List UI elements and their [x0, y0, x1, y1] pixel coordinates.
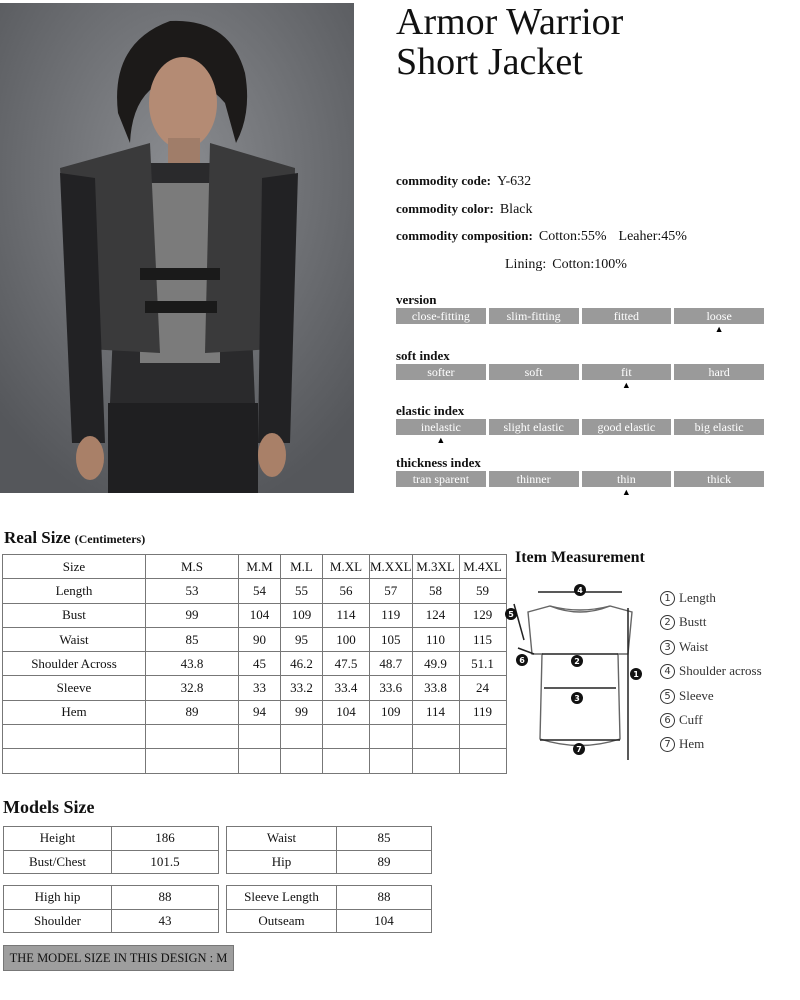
table-row — [227, 909, 432, 933]
scale-marks — [396, 380, 764, 390]
badge-2: 2 — [574, 657, 580, 666]
commodity-composition-label: commodity composition: — [396, 228, 533, 243]
legend-item — [660, 734, 762, 758]
shirt-outline — [528, 606, 632, 746]
commodity-code-row — [396, 173, 531, 190]
commodity-composition-row — [396, 228, 687, 245]
table-cell: 33.4 — [323, 676, 370, 700]
legend-label: Hem — [679, 736, 705, 752]
measure-value: 186 — [112, 827, 219, 851]
table-cell — [146, 749, 239, 773]
models-size-table-d — [226, 885, 432, 933]
table-cell: 124 — [412, 603, 459, 627]
commodity-code-value: Y-632 — [496, 174, 532, 189]
commodity-color-value: Black — [499, 202, 533, 217]
table-cell: 33 — [239, 676, 281, 700]
commodity-color-row — [396, 201, 533, 218]
title-line-1: Armor Warrior — [396, 1, 624, 43]
scale-option: soft — [489, 364, 579, 380]
table-cell: 33.2 — [281, 676, 323, 700]
table-cell: 33.6 — [370, 676, 413, 700]
composition-leather: Leaher:45% — [618, 229, 687, 244]
table-cell: 48.7 — [370, 652, 413, 676]
legend-number: 1 — [660, 591, 675, 606]
table-row — [3, 749, 507, 773]
scale-bar — [396, 419, 764, 435]
scale-1 — [396, 348, 764, 390]
table-cell: 85 — [146, 627, 239, 651]
scale-3 — [396, 455, 764, 497]
legend-label: Bustt — [679, 614, 707, 630]
product-photo — [0, 3, 354, 493]
legend-item — [660, 710, 762, 734]
measure-label: Height — [4, 827, 112, 851]
scale-option: fitted — [582, 308, 672, 324]
scale-option: close-fitting — [396, 308, 486, 324]
lining-label: Lining: — [505, 257, 547, 272]
real-size-heading: Real Size — [4, 528, 71, 547]
scale-option: thinner — [489, 471, 579, 487]
badge-4: 4 — [577, 586, 583, 595]
table-cell: 115 — [459, 627, 506, 651]
scale-option: thin — [582, 471, 672, 487]
measure-value: 43 — [112, 909, 219, 933]
scale-option: big elastic — [674, 419, 764, 435]
empty-marker — [396, 324, 486, 334]
table-cell: Sleeve — [3, 676, 146, 700]
empty-marker — [489, 380, 579, 390]
measure-label: Bust/Chest — [4, 850, 112, 874]
table-cell: 104 — [239, 603, 281, 627]
table-cell: 53 — [146, 579, 239, 603]
sleeve-arrow — [514, 604, 524, 640]
table-row — [227, 827, 432, 851]
table-cell — [370, 725, 413, 749]
composition-cotton: Cotton:55% — [538, 229, 607, 244]
table-cell: 46.2 — [281, 652, 323, 676]
table-cell: 89 — [146, 700, 239, 724]
scale-option: softer — [396, 364, 486, 380]
models-size-table-b — [226, 826, 432, 874]
table-cell: Waist — [3, 627, 146, 651]
lining-row — [505, 257, 627, 273]
legend-label: Cuff — [679, 711, 703, 727]
real-size-title — [4, 528, 145, 548]
measure-value: 89 — [337, 850, 432, 874]
measure-label: Outseam — [227, 909, 337, 933]
commodity-color-label: commodity color: — [396, 201, 494, 216]
scale-option: slight elastic — [489, 419, 579, 435]
real-size-table — [2, 554, 507, 774]
table-row — [3, 603, 507, 627]
table-cell: 119 — [370, 603, 413, 627]
table-cell: 104 — [323, 700, 370, 724]
model-size-note: THE MODEL SIZE IN THIS DESIGN : M — [3, 945, 234, 971]
table-cell: 114 — [323, 603, 370, 627]
table-row — [4, 909, 219, 933]
measure-label: Shoulder — [4, 909, 112, 933]
table-cell — [323, 725, 370, 749]
table-cell — [281, 725, 323, 749]
scale-option: good elastic — [582, 419, 672, 435]
table-cell — [412, 725, 459, 749]
table-cell — [323, 749, 370, 773]
table-row — [3, 676, 507, 700]
table-row — [3, 652, 507, 676]
legend-number: 5 — [660, 689, 675, 704]
table-cell — [146, 725, 239, 749]
scale-option: slim-fitting — [489, 308, 579, 324]
scale-option: loose — [674, 308, 764, 324]
table-cell: 32.8 — [146, 676, 239, 700]
table-cell: M.3XL — [412, 555, 459, 579]
table-cell: 119 — [459, 700, 506, 724]
measure-value: 88 — [337, 886, 432, 910]
table-cell: 51.1 — [459, 652, 506, 676]
measurement-legend — [660, 588, 762, 759]
empty-marker — [674, 487, 764, 497]
table-cell: Size — [3, 555, 146, 579]
scale-bar — [396, 308, 764, 324]
table-cell: Length — [3, 579, 146, 603]
badge-3: 3 — [574, 694, 580, 703]
measure-value: 104 — [337, 909, 432, 933]
table-cell: 94 — [239, 700, 281, 724]
scale-option: tran sparent — [396, 471, 486, 487]
table-cell: 95 — [281, 627, 323, 651]
table-cell: 100 — [323, 627, 370, 651]
commodity-code-label: commodity code: — [396, 173, 491, 188]
badge-6: 6 — [519, 656, 525, 665]
legend-item — [660, 661, 762, 685]
table-row — [4, 886, 219, 910]
table-cell: 58 — [412, 579, 459, 603]
legend-label: Length — [679, 590, 716, 605]
lining-value: Cotton:100% — [552, 257, 627, 272]
scale-label: elastic index — [396, 403, 465, 418]
models-size-table-c — [3, 885, 219, 933]
table-cell: Hem — [3, 700, 146, 724]
table-row — [3, 579, 507, 603]
legend-item — [660, 612, 762, 636]
empty-marker — [396, 380, 486, 390]
table-cell: 114 — [412, 700, 459, 724]
empty-marker — [489, 435, 579, 445]
table-cell: 110 — [412, 627, 459, 651]
table-cell: 43.8 — [146, 652, 239, 676]
table-cell: 45 — [239, 652, 281, 676]
scale-2 — [396, 403, 764, 445]
table-row — [227, 850, 432, 874]
legend-label: Waist — [679, 638, 709, 654]
table-row — [3, 627, 507, 651]
table-cell: 54 — [239, 579, 281, 603]
table-row — [4, 827, 219, 851]
table-cell: M.S — [146, 555, 239, 579]
table-cell: 90 — [239, 627, 281, 651]
measure-label: Sleeve Length — [227, 886, 337, 910]
measure-label: Hip — [227, 850, 337, 874]
table-cell: 55 — [281, 579, 323, 603]
table-cell: M.M — [239, 555, 281, 579]
table-cell — [459, 749, 506, 773]
table-cell: M.XXL — [370, 555, 413, 579]
table-row — [227, 886, 432, 910]
legend-number: 3 — [660, 640, 675, 655]
scale-0 — [396, 292, 764, 334]
item-measurement-title: Item Measurement — [515, 549, 645, 566]
selected-marker-icon: ▲ — [621, 487, 631, 497]
models-size-table-a — [3, 826, 219, 874]
legend-item — [660, 637, 762, 661]
selected-marker-icon: ▲ — [714, 324, 724, 334]
table-cell: 129 — [459, 603, 506, 627]
scale-label: soft index — [396, 348, 450, 363]
models-size-title: Models Size — [3, 797, 95, 817]
legend-label: Shoulder across — [679, 663, 762, 679]
table-row — [4, 850, 219, 874]
legend-label: Sleeve — [679, 687, 714, 703]
scale-marks — [396, 324, 764, 334]
table-cell: Shoulder Across — [3, 652, 146, 676]
table-cell: 109 — [370, 700, 413, 724]
empty-marker — [582, 435, 672, 445]
table-cell: 109 — [281, 603, 323, 627]
table-cell: 59 — [459, 579, 506, 603]
empty-marker — [674, 380, 764, 390]
table-row — [3, 700, 507, 724]
table-header-row — [3, 555, 507, 579]
badge-5: 5 — [508, 610, 514, 619]
table-cell: 57 — [370, 579, 413, 603]
measure-value: 85 — [337, 827, 432, 851]
legend-number: 6 — [660, 713, 675, 728]
legend-number: 2 — [660, 615, 675, 630]
table-cell — [3, 725, 146, 749]
empty-marker — [489, 324, 579, 334]
selected-marker-icon: ▲ — [436, 435, 446, 445]
empty-marker — [489, 487, 579, 497]
table-cell — [239, 725, 281, 749]
table-cell: 33.8 — [412, 676, 459, 700]
product-title — [396, 2, 623, 82]
measure-value: 101.5 — [112, 850, 219, 874]
table-cell — [239, 749, 281, 773]
table-cell: M.4XL — [459, 555, 506, 579]
measure-value: 88 — [112, 886, 219, 910]
scale-option: hard — [674, 364, 764, 380]
table-cell — [459, 725, 506, 749]
scale-option: inelastic — [396, 419, 486, 435]
empty-marker — [582, 324, 672, 334]
legend-item — [660, 686, 762, 710]
table-cell: Bust — [3, 603, 146, 627]
legend-number: 7 — [660, 737, 675, 752]
table-cell: M.XL — [323, 555, 370, 579]
table-cell: 49.9 — [412, 652, 459, 676]
table-cell: 105 — [370, 627, 413, 651]
scale-marks — [396, 435, 764, 445]
selected-marker-icon: ▲ — [621, 380, 631, 390]
table-cell: 99 — [146, 603, 239, 627]
badge-1: 1 — [633, 670, 639, 679]
table-row — [3, 725, 507, 749]
table-cell: 24 — [459, 676, 506, 700]
badge-7: 7 — [576, 745, 582, 754]
scale-bar — [396, 471, 764, 487]
table-cell: 56 — [323, 579, 370, 603]
scale-label: thickness index — [396, 455, 481, 470]
table-cell: M.L — [281, 555, 323, 579]
table-cell: 47.5 — [323, 652, 370, 676]
real-size-unit: (Centimeters) — [74, 532, 146, 546]
shirt-measurement-diagram — [500, 574, 660, 774]
scale-marks — [396, 487, 764, 497]
measure-label: Waist — [227, 827, 337, 851]
legend-item — [660, 588, 762, 612]
table-cell — [3, 749, 146, 773]
scale-option: thick — [674, 471, 764, 487]
table-cell — [370, 749, 413, 773]
scale-bar — [396, 364, 764, 380]
scale-label: version — [396, 292, 437, 307]
measure-label: High hip — [4, 886, 112, 910]
scale-option: fit — [582, 364, 672, 380]
title-line-2: Short Jacket — [396, 41, 583, 83]
table-cell — [412, 749, 459, 773]
table-cell: 99 — [281, 700, 323, 724]
empty-marker — [674, 435, 764, 445]
empty-marker — [396, 487, 486, 497]
legend-number: 4 — [660, 664, 675, 679]
table-cell — [281, 749, 323, 773]
